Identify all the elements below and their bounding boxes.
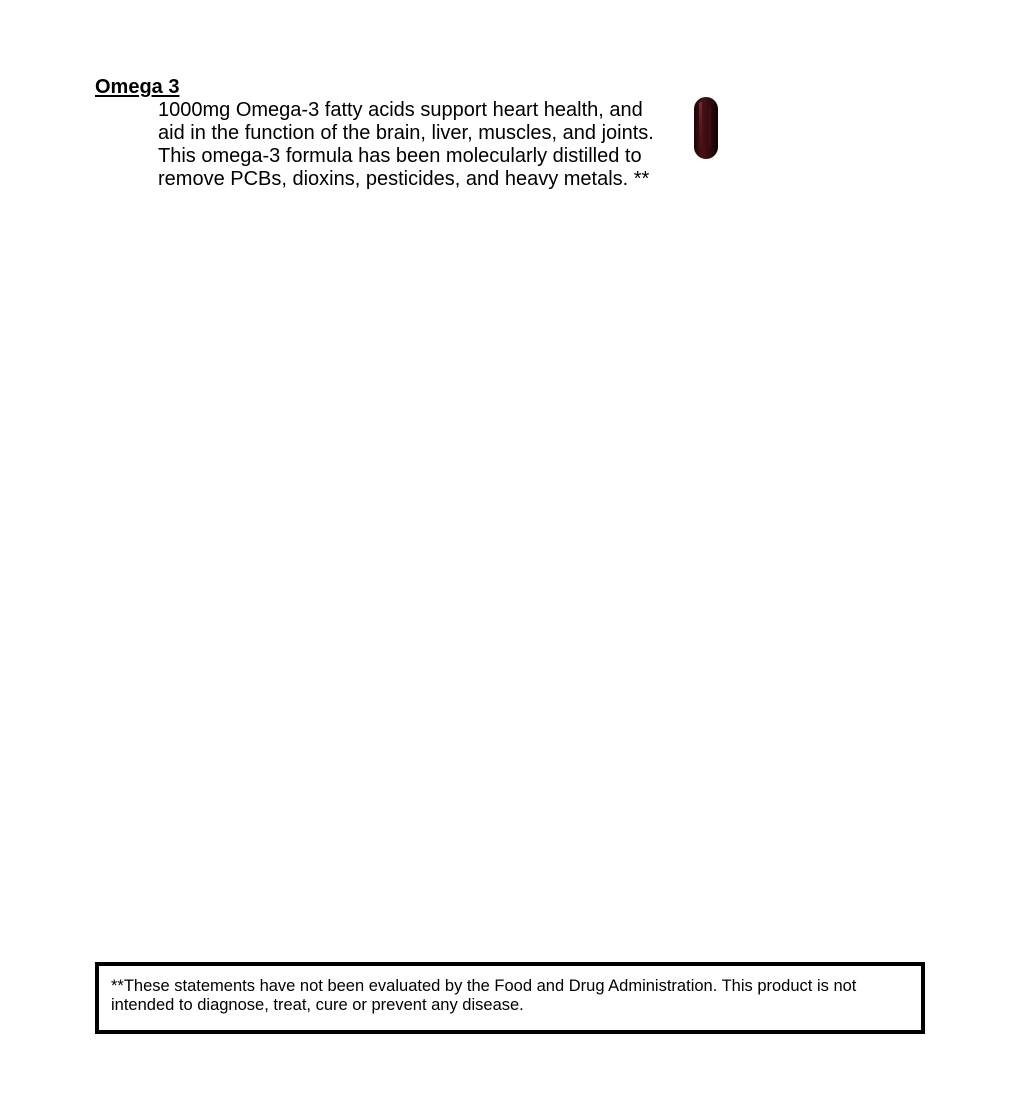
- softgel-capsule-icon: [693, 96, 719, 160]
- product-description: 1000mg Omega-3 fatty acids support heart health, and aid in the function of the brain, liver, muscles, and joints. This omega-3 formula has been molecularly distilled to remove PCBs, dioxins, pesticides, and heavy metals. **: [158, 99, 654, 190]
- disclaimer-text: **These statements have not been evaluated by the Food and Drug Administration. This product is not intended to diagnose, treat, cure or prevent any disease.: [111, 977, 857, 1014]
- disclaimer-box: [95, 962, 925, 1034]
- product-title: Omega 3: [95, 76, 180, 98]
